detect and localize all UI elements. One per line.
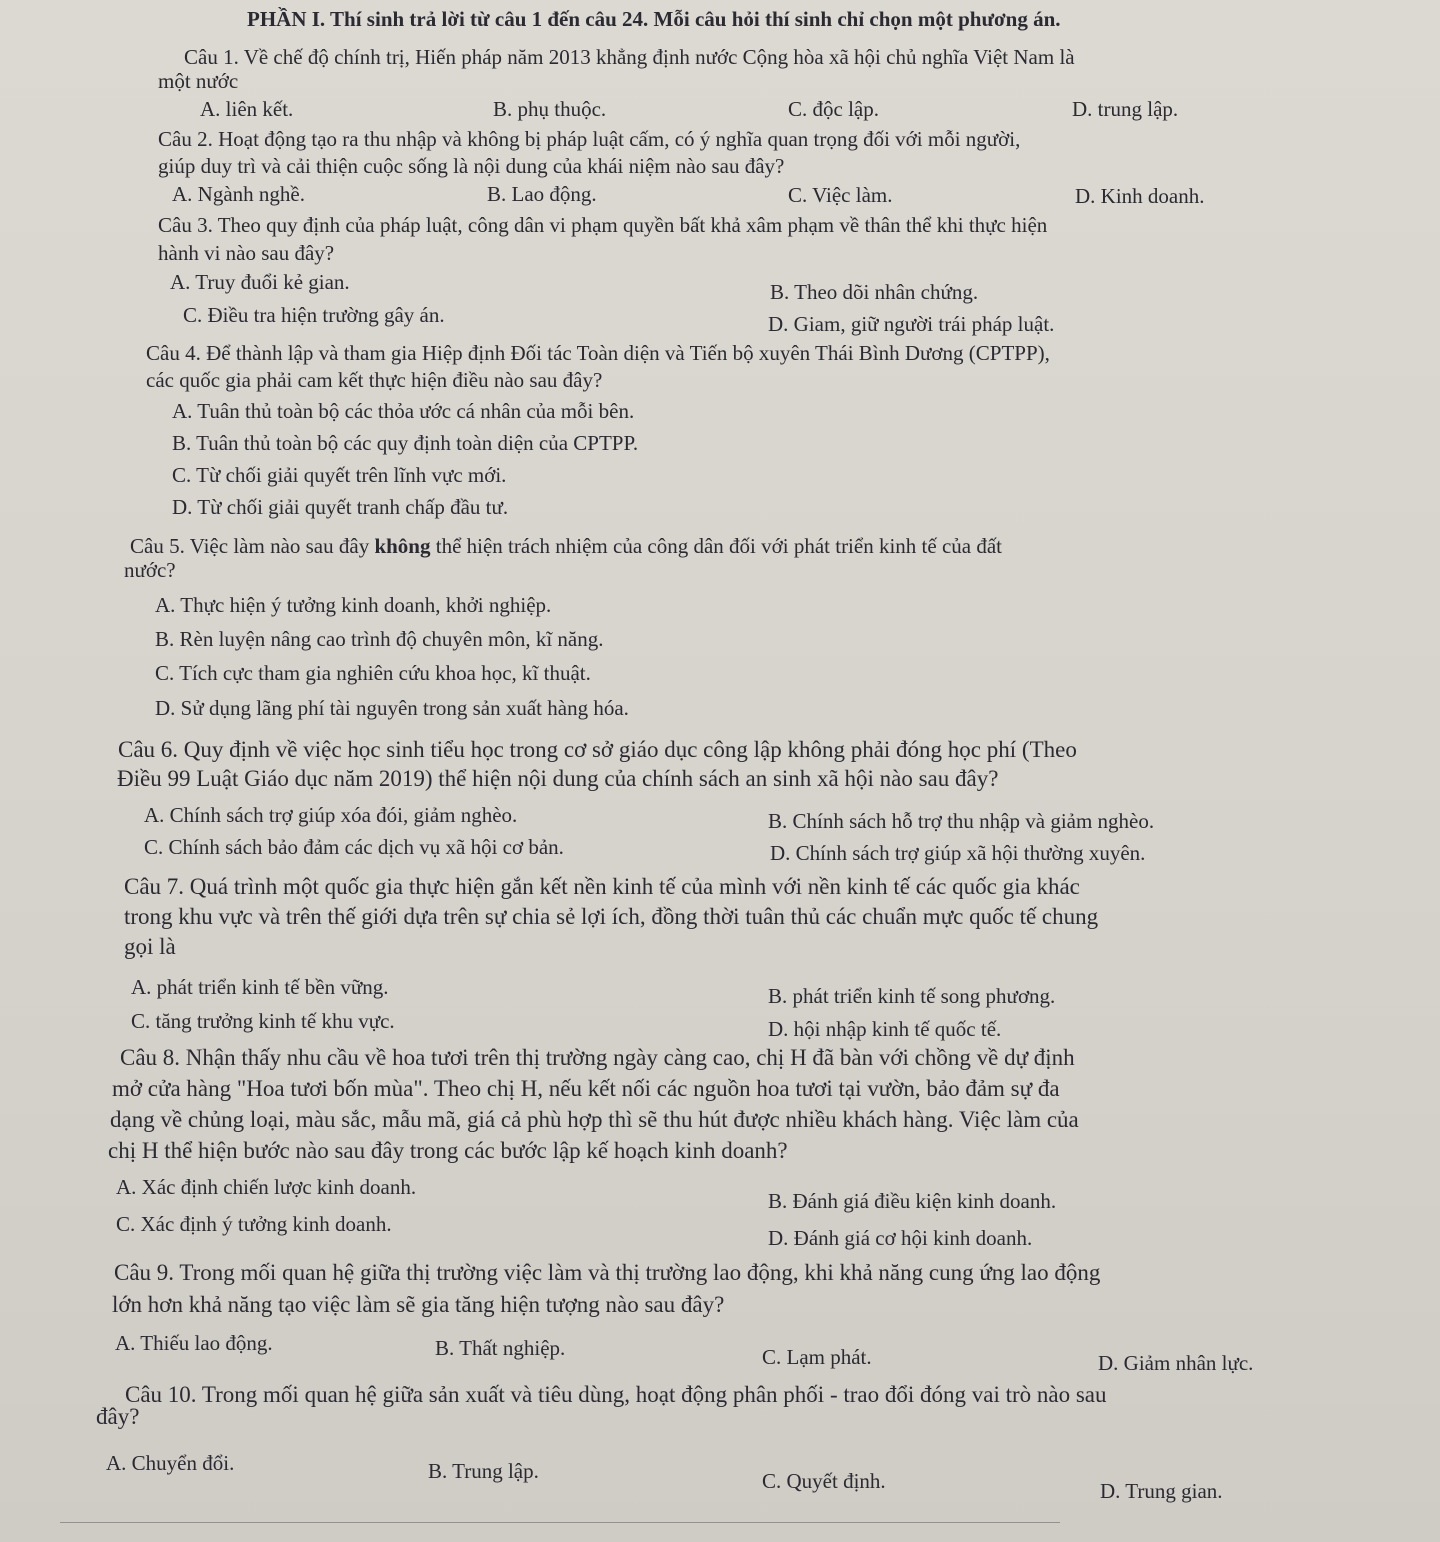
question-3-option-a[interactable]: A. Truy đuổi kẻ gian. (170, 270, 350, 294)
question-10-line-2: đây? (96, 1404, 140, 1429)
question-5-option-b[interactable]: B. Rèn luyện nâng cao trình độ chuyên môn, kĩ năng. (155, 627, 604, 651)
question-5-option-a[interactable]: A. Thực hiện ý tưởng kinh doanh, khởi nghiệp. (155, 593, 552, 617)
question-1-line-1: Câu 1. Về chế độ chính trị, Hiến pháp năm 2013 khẳng định nước Cộng hòa xã hội chủ nghĩa Việt Nam là (184, 45, 1075, 69)
question-6-option-b[interactable]: B. Chính sách hỗ trợ thu nhập và giảm nghèo. (768, 809, 1155, 833)
question-2-option-c[interactable]: C. Việc làm. (788, 183, 893, 207)
question-1-option-a[interactable]: A. liên kết. (200, 97, 294, 121)
question-4-line-1: Câu 4. Để thành lập và tham gia Hiệp định Đối tác Toàn diện và Tiến bộ xuyên Thái Bình Dương (CPTPP), (146, 341, 1050, 365)
question-8-option-b[interactable]: B. Đánh giá điều kiện kinh doanh. (768, 1189, 1057, 1213)
question-10-option-a[interactable]: A. Chuyển đổi. (106, 1451, 235, 1475)
question-7-option-b[interactable]: B. phát triển kinh tế song phương. (768, 984, 1056, 1008)
question-8-line-3: dạng về chủng loại, màu sắc, mẫu mã, giá cả phù hợp thì sẽ thu hút được nhiều khách hàng. Việc làm của (110, 1107, 1079, 1132)
question-6-line-1: Câu 6. Quy định về việc học sinh tiểu học trong cơ sở giáo dục công lập không phải đóng học phí (Theo (118, 737, 1077, 762)
question-9-line-1: Câu 9. Trong mối quan hệ giữa thị trường việc làm và thị trường lao động, khi khả năng cung ứng lao động (114, 1260, 1101, 1285)
question-1-option-c[interactable]: C. độc lập. (788, 97, 879, 121)
question-8-option-d[interactable]: D. Đánh giá cơ hội kinh doanh. (768, 1226, 1033, 1250)
question-7-line-2: trong khu vực và trên thế giới dựa trên sự chia sẻ lợi ích, đồng thời tuân thủ các chuẩn mực quốc tế chung (124, 904, 1099, 929)
question-8-option-a[interactable]: A. Xác định chiến lược kinh doanh. (116, 1175, 417, 1199)
question-7-option-d[interactable]: D. hội nhập kinh tế quốc tế. (768, 1017, 1002, 1041)
question-2-option-b[interactable]: B. Lao động. (487, 182, 597, 206)
question-5-option-c[interactable]: C. Tích cực tham gia nghiên cứu khoa học, kĩ thuật. (155, 661, 591, 685)
question-3-option-d[interactable]: D. Giam, giữ người trái pháp luật. (768, 312, 1055, 336)
question-4-option-a[interactable]: A. Tuân thủ toàn bộ các thỏa ước cá nhân của mỗi bên. (172, 399, 635, 423)
question-10-option-c[interactable]: C. Quyết định. (762, 1469, 886, 1493)
question-8-line-2: mở cửa hàng "Hoa tươi bốn mùa". Theo chị H, nếu kết nối các nguồn hoa tươi tại vườn, bảo đảm sự đa (112, 1076, 1060, 1101)
question-6-option-c[interactable]: C. Chính sách bảo đảm các dịch vụ xã hội cơ bản. (144, 835, 564, 859)
question-7-line-1: Câu 7. Quá trình một quốc gia thực hiện gắn kết nền kinh tế của mình với nền kinh tế các quốc gia khác (124, 874, 1080, 899)
question-6-option-a[interactable]: A. Chính sách trợ giúp xóa đói, giảm nghèo. (144, 803, 518, 827)
question-2-option-a[interactable]: A. Ngành nghề. (172, 182, 305, 206)
question-10-option-b[interactable]: B. Trung lập. (428, 1459, 539, 1483)
question-5-option-d[interactable]: D. Sử dụng lãng phí tài nguyên trong sản xuất hàng hóa. (155, 696, 629, 720)
question-1-option-d[interactable]: D. trung lập. (1072, 97, 1179, 121)
question-7-line-3: gọi là (124, 934, 176, 959)
question-3-option-c[interactable]: C. Điều tra hiện trường gây án. (183, 303, 445, 327)
question-5-line-1 (130, 533, 1002, 559)
question-2-line-2: giúp duy trì và cải thiện cuộc sống là nội dung của khái niệm nào sau đây? (158, 154, 785, 178)
question-7-option-a[interactable]: A. phát triển kinh tế bền vững. (131, 975, 389, 999)
question-2-option-d[interactable]: D. Kinh doanh. (1075, 184, 1205, 208)
question-1-line-2: một nước (158, 69, 239, 93)
question-9-option-d[interactable]: D. Giảm nhân lực. (1098, 1351, 1254, 1375)
question-10-option-d[interactable]: D. Trung gian. (1100, 1479, 1223, 1503)
question-6-option-d[interactable]: D. Chính sách trợ giúp xã hội thường xuyên. (770, 841, 1146, 865)
question-9-line-2: lớn hơn khả năng tạo việc làm sẽ gia tăng hiện tượng nào sau đây? (112, 1292, 725, 1317)
question-8-line-1: Câu 8. Nhận thấy nhu cầu về hoa tươi trên thị trường ngày càng cao, chị H đã bàn với chồng về dự định (120, 1045, 1075, 1070)
question-4-option-b[interactable]: B. Tuân thủ toàn bộ các quy định toàn diện của CPTPP. (172, 431, 639, 455)
question-8-option-c[interactable]: C. Xác định ý tưởng kinh doanh. (116, 1212, 392, 1236)
question-3-option-b[interactable]: B. Theo dõi nhân chứng. (770, 280, 979, 304)
question-2-line-1: Câu 2. Hoạt động tạo ra thu nhập và không bị pháp luật cấm, có ý nghĩa quan trọng đối với mỗi người, (158, 127, 1021, 151)
question-9-option-a[interactable]: A. Thiếu lao động. (115, 1331, 273, 1355)
question-5-text-pre: Câu 5. Việc làm nào sau đây (130, 534, 375, 558)
question-4-option-c[interactable]: C. Từ chối giải quyết trên lĩnh vực mới. (172, 463, 507, 487)
question-6-line-2: Điều 99 Luật Giáo dục năm 2019) thể hiện nội dung của chính sách an sinh xã hội nào sau đây? (117, 766, 999, 791)
question-9-option-b[interactable]: B. Thất nghiệp. (435, 1336, 566, 1360)
section-header: PHẦN I. Thí sinh trả lời từ câu 1 đến câu 24. Mỗi câu hỏi thí sinh chỉ chọn một phương án. (247, 7, 1061, 31)
question-10-line-1: Câu 10. Trong mối quan hệ giữa sản xuất và tiêu dùng, hoạt động phân phối - trao đổi đóng vai trò nào sau (125, 1382, 1107, 1407)
question-4-line-2: các quốc gia phải cam kết thực hiện điều nào sau đây? (146, 368, 603, 392)
question-1-option-b[interactable]: B. phụ thuộc. (493, 97, 607, 121)
question-5-keyword: không (374, 534, 431, 558)
question-5-text-post: thể hiện trách nhiệm của công dân đối với phát triển kinh tế của đất (430, 534, 1003, 558)
question-4-option-d[interactable]: D. Từ chối giải quyết tranh chấp đầu tư. (172, 495, 509, 519)
question-5-line-2: nước? (124, 558, 176, 582)
question-9-option-c[interactable]: C. Lạm phát. (762, 1345, 872, 1369)
question-8-line-4: chị H thể hiện bước nào sau đây trong các bước lập kế hoạch kinh doanh? (108, 1138, 788, 1163)
question-7-option-c[interactable]: C. tăng trưởng kinh tế khu vực. (131, 1009, 395, 1033)
bottom-divider (60, 1522, 1060, 1523)
question-3-line-2: hành vi nào sau đây? (158, 241, 335, 265)
question-3-line-1: Câu 3. Theo quy định của pháp luật, công dân vi phạm quyền bất khả xâm phạm về thân thể khi thực hiện (158, 213, 1048, 237)
